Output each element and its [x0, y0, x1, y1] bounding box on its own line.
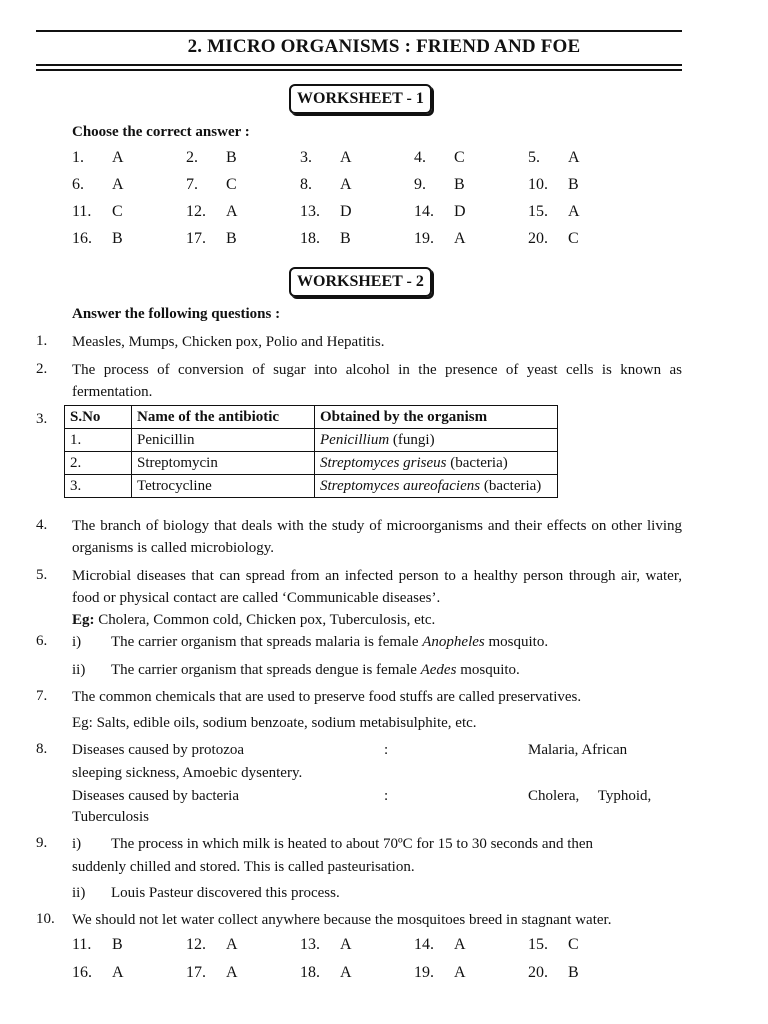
question-number: 20.	[528, 964, 548, 981]
q8-number: 8.	[36, 741, 48, 757]
answer-letter: A	[226, 203, 238, 220]
answer-letter: B	[340, 230, 351, 247]
q6-number: 6.	[36, 633, 48, 649]
answer-row	[72, 149, 672, 171]
answer-letter: C	[112, 203, 123, 220]
question-number: 11.	[72, 203, 92, 220]
answer-letter: A	[340, 176, 352, 193]
worksheet-1-label: WORKSHEET - 1	[289, 84, 432, 114]
q10-number: 10.	[36, 911, 55, 927]
answer-item	[528, 230, 642, 248]
q4-number: 4.	[36, 517, 48, 533]
answer-item	[414, 936, 528, 954]
table-row	[65, 475, 558, 498]
answer-letter: A	[568, 203, 580, 220]
q6-i-italic: Anopheles	[422, 634, 485, 650]
answer-row	[72, 964, 672, 986]
table-cell: 1.	[65, 429, 132, 452]
question-number: 2.	[186, 149, 198, 166]
worksheet-2-label: WORKSHEET - 2	[289, 267, 432, 297]
organism-type: (fungi)	[392, 431, 435, 448]
answer-letter: A	[112, 176, 124, 193]
question-number: 1.	[72, 149, 84, 166]
q6-i-pre: The carrier organism that spreads malaria is female	[111, 634, 423, 650]
organism-name: Streptomyces griseus	[320, 454, 447, 471]
q7-number: 7.	[36, 688, 48, 704]
q9-ii-label: ii)	[72, 885, 86, 901]
answer-letter: A	[112, 964, 124, 981]
table-cell: 3.	[65, 475, 132, 498]
q8-line1-colon: :	[384, 742, 389, 758]
answer-item	[186, 936, 300, 954]
q1-number: 1.	[36, 333, 48, 349]
answer-item	[186, 964, 300, 982]
answer-letter: A	[112, 149, 124, 166]
question-number: 18.	[300, 964, 320, 981]
q7-text: The common chemicals that are used to preserve food stuffs are called preservatives.	[72, 689, 582, 705]
answer-letter: A	[226, 936, 238, 953]
answer-item	[528, 936, 642, 954]
question-number: 13.	[300, 203, 320, 220]
q4-text: The branch of biology that deals with the study of microorganisms and their effects on other living organisms is called microbiology.	[72, 518, 682, 556]
q8-line1-left: Diseases caused by protozoa	[72, 742, 245, 758]
answer-letter: B	[454, 176, 465, 193]
answer-letter: B	[112, 936, 123, 953]
answer-item	[72, 176, 186, 194]
question-number: 16.	[72, 230, 92, 247]
title-rule-2	[36, 69, 682, 71]
answer-item	[186, 230, 300, 248]
answer-item	[300, 149, 414, 167]
answer-letter: A	[340, 936, 352, 953]
q6-ii-pre: The carrier organism that spreads dengue is female	[111, 662, 421, 678]
title-rule-1	[36, 64, 682, 66]
q6-ii-post: mosquito.	[456, 662, 520, 678]
answer-letter: A	[226, 964, 238, 981]
table-header: S.No	[65, 406, 132, 429]
question-number: 18.	[300, 230, 320, 247]
answer-letter: B	[568, 964, 579, 981]
answer-item	[414, 203, 528, 221]
question-number: 15.	[528, 203, 548, 220]
question-number: 19.	[414, 964, 434, 981]
answer-item	[414, 230, 528, 248]
question-number: 16.	[72, 964, 92, 981]
question-number: 15.	[528, 936, 548, 953]
table-cell	[315, 475, 558, 498]
q6-ii-text	[111, 659, 520, 681]
answer-item	[300, 936, 414, 954]
organism-type: (bacteria)	[450, 454, 508, 471]
q9-i-text-2: suddenly chilled and stored. This is called pasteurisation.	[72, 859, 415, 875]
table-header: Name of the antibiotic	[132, 406, 315, 429]
question-number: 20.	[528, 230, 548, 247]
question-number: 17.	[186, 964, 206, 981]
question-number: 5.	[528, 149, 540, 166]
antibiotic-table	[64, 405, 558, 498]
q8-line1-cont: sleeping sickness, Amoebic dysentery.	[72, 765, 303, 781]
answer-item	[72, 936, 186, 954]
q9-i-label: i)	[72, 836, 82, 852]
answer-item	[414, 176, 528, 194]
answer-item	[414, 149, 528, 167]
question-number: 4.	[414, 149, 426, 166]
q7-example: Eg: Salts, edible oils, sodium benzoate, sodium metabisulphite, etc.	[72, 715, 477, 731]
worksheet-2-heading: Answer the following questions :	[72, 306, 281, 322]
q5-example-label: Eg:	[72, 612, 95, 628]
answer-item	[186, 203, 300, 221]
q6-i-text	[111, 631, 548, 653]
answer-row	[72, 230, 672, 252]
answer-letter: B	[112, 230, 123, 247]
answer-letter: D	[454, 203, 466, 220]
answer-item	[300, 203, 414, 221]
q5-example	[72, 609, 435, 631]
q8-line2-left: Diseases caused by bacteria	[72, 788, 240, 804]
question-number: 14.	[414, 936, 434, 953]
answer-item	[528, 964, 642, 982]
answer-letter: A	[340, 149, 352, 166]
answer-item	[72, 149, 186, 167]
table-cell	[315, 452, 558, 475]
q2-number: 2.	[36, 361, 48, 377]
answer-letter: B	[568, 176, 579, 193]
q6-i-label: i)	[72, 634, 82, 650]
table-cell	[315, 429, 558, 452]
answer-item	[300, 230, 414, 248]
answer-item	[414, 964, 528, 982]
answer-letter: B	[226, 230, 237, 247]
organism-type: (bacteria)	[483, 477, 542, 494]
question-number: 8.	[300, 176, 312, 193]
table-row	[65, 429, 558, 452]
answer-letter: A	[454, 964, 466, 981]
answer-letter: D	[340, 203, 352, 220]
q8-line2-cont: Tuberculosis	[72, 809, 149, 825]
q10-text: We should not let water collect anywhere because the mosquitoes breed in stagnant water.	[72, 912, 612, 928]
worksheet-1-heading: Choose the correct answer :	[72, 124, 250, 140]
answer-item	[72, 203, 186, 221]
table-cell: 2.	[65, 452, 132, 475]
question-number: 17.	[186, 230, 206, 247]
q9-number: 9.	[36, 835, 48, 851]
top-rule	[36, 30, 682, 32]
q3-number: 3.	[36, 411, 48, 427]
answer-item	[300, 964, 414, 982]
q8-line2-colon: :	[384, 788, 389, 804]
q8-line2-right: Cholera, Typhoid,	[528, 788, 652, 804]
table-cell: Penicillin	[132, 429, 315, 452]
answer-letter: C	[226, 176, 237, 193]
answer-item	[528, 176, 642, 194]
organism-name: Streptomyces aureofaciens	[320, 477, 481, 494]
q8-line1-right: Malaria, African	[528, 742, 628, 758]
q5-text: Microbial diseases that can spread from an infected person to a healthy person through air, water, food or physical contact are called ‘Communicable diseases’.	[72, 568, 682, 606]
question-number: 14.	[414, 203, 434, 220]
q6-i-post: mosquito.	[484, 634, 549, 650]
answer-item	[300, 176, 414, 194]
answer-item	[72, 964, 186, 982]
question-number: 9.	[414, 176, 426, 193]
table-cell: Tetrocycline	[132, 475, 315, 498]
q6-ii-italic: Aedes	[420, 662, 457, 678]
question-number: 12.	[186, 203, 206, 220]
table-cell: Streptomycin	[132, 452, 315, 475]
q9-i-text-1: The process in which milk is heated to about 70ºC for 15 to 30 seconds and then	[111, 836, 594, 852]
q5-number: 5.	[36, 567, 48, 583]
answer-letter: A	[454, 936, 466, 953]
answer-letter: A	[454, 230, 466, 247]
table-row	[65, 452, 558, 475]
answer-letter: B	[226, 149, 237, 166]
answer-letter: A	[340, 964, 352, 981]
q5-example-text: Cholera, Common cold, Chicken pox, Tuberculosis, etc.	[98, 612, 436, 628]
answer-letter: C	[454, 149, 465, 166]
answer-item	[186, 149, 300, 167]
table-header-row	[65, 406, 558, 429]
answer-item	[186, 176, 300, 194]
question-number: 3.	[300, 149, 312, 166]
question-number: 6.	[72, 176, 84, 193]
question-number: 7.	[186, 176, 198, 193]
q9-ii-text: Louis Pasteur discovered this process.	[111, 885, 340, 901]
question-number: 19.	[414, 230, 434, 247]
question-number: 13.	[300, 936, 320, 953]
q1-text: Measles, Mumps, Chicken pox, Polio and Hepatitis.	[72, 334, 385, 350]
answer-item	[72, 230, 186, 248]
question-number: 12.	[186, 936, 206, 953]
page-title: 2. MICRO ORGANISMS : FRIEND AND FOE	[187, 36, 581, 57]
answer-row	[72, 203, 672, 225]
q2-text: The process of conversion of sugar into alcohol in the presence of yeast cells is known as fermentation.	[72, 362, 682, 400]
question-number: 10.	[528, 176, 548, 193]
answer-row	[72, 176, 672, 198]
answer-row	[72, 936, 672, 958]
answer-letter: A	[568, 149, 580, 166]
question-number: 11.	[72, 936, 92, 953]
answer-item	[528, 149, 642, 167]
answer-item	[528, 203, 642, 221]
answer-letter: C	[568, 230, 579, 247]
q6-ii-label: ii)	[72, 662, 86, 678]
organism-name: Penicillium	[320, 431, 390, 448]
answer-letter: C	[568, 936, 579, 953]
table-header: Obtained by the organism	[315, 406, 558, 429]
